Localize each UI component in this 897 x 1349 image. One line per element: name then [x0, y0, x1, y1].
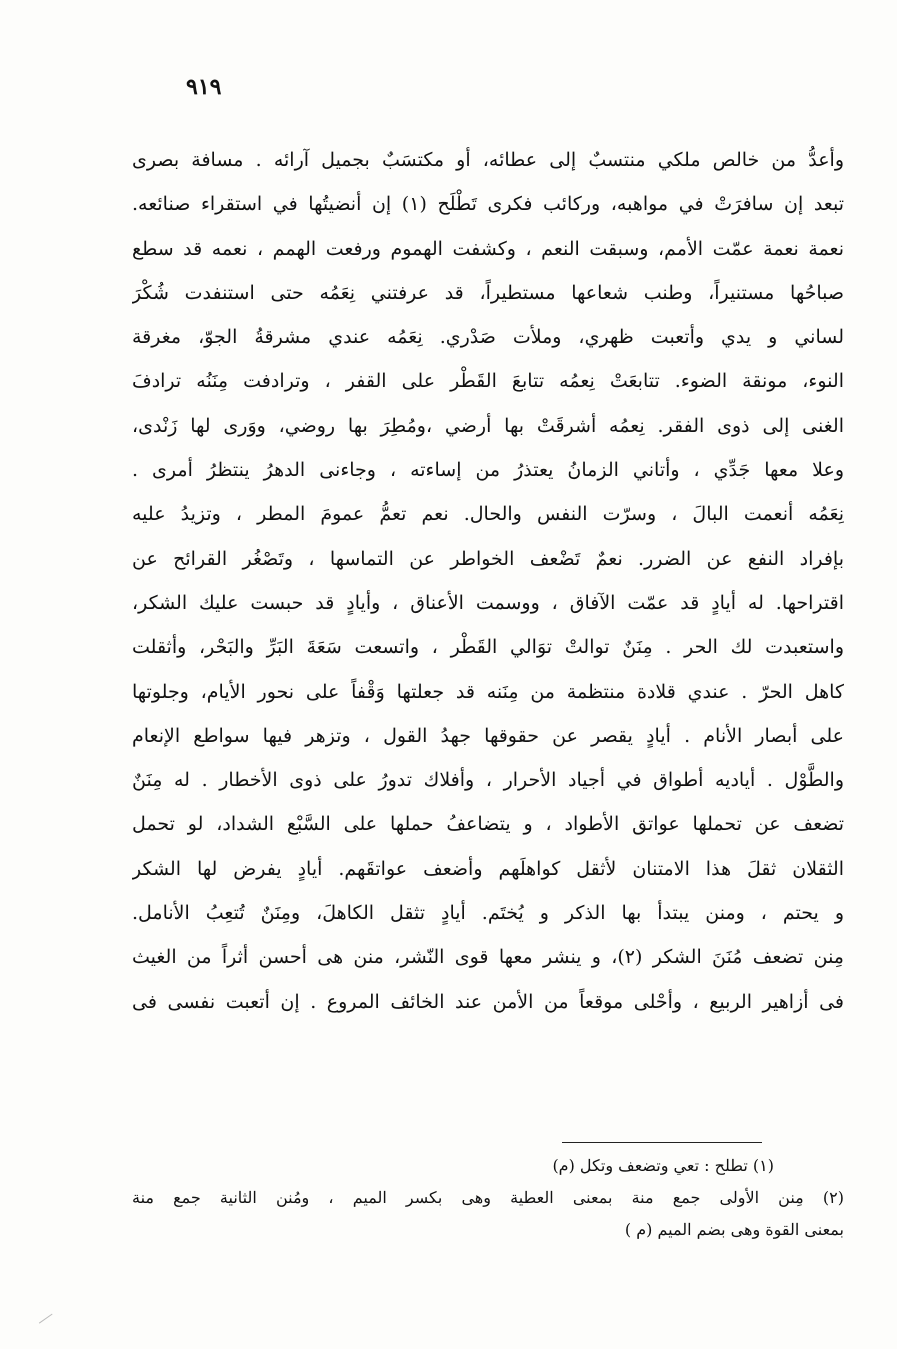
- text-line: نعمة نعمة عمّت الأمم، وسبقت النعم ، وكشفت الهموم ورفعت الهمم ، نعمه قد سطع: [132, 237, 844, 260]
- text-line: تبعد إن سافرَتْ في مواهبه، وركائب فكرى تَطْلَح (١) إن أنضيتُها في استقراء صنائعه.: [132, 193, 844, 216]
- text-line: وأعدُّ من خالص ملكي منتسبٌ إلى عطائه، أو مكتسَبٌ بجميل آرائه . مسافة بصرى: [132, 149, 844, 171]
- text-line: فى أزاهير الربيع ، وأحْلى موقعاً من الأمن عند الخائف المروع . إن أتعبت نفسى فى: [132, 990, 844, 1013]
- text-line: والطَّوْل . أياديه أطواق في أجياد الأحرار ، وأفلاك تدورُ على ذوى الأخطار . له مِنَنٌ: [132, 769, 844, 792]
- text-line: كاهل الحرّ . عندي قلادة منتظمة من مِنَنه قد جعلتها وَقْفاً على نحور الأيام، وجلوتها: [132, 680, 844, 703]
- footnote-1: (١) تطلح : تعي وتضعف وتكل (م): [552, 1156, 774, 1175]
- page-number: ٩١٩: [186, 74, 222, 100]
- text-line: اقتراحها. له أيادٍ قد عمّت الآفاق ، ووسمت الأعناق ، وأيادٍ قد حبست عليك الشكر،: [132, 591, 844, 614]
- text-line: بإفراد النفع عن الضرر. نعمٌ تَضْعف الخواطر عن التماسها ، وتَصْغُر القرائح عن: [132, 547, 844, 570]
- main-text-block: [132, 138, 844, 1024]
- text-line: صباحُها مستنيراً، وطنب شعاعها مستطيراً، قد عرفتني نِعَمُه حتى استنفدت شُكْرَ: [132, 281, 844, 304]
- text-line: تضعف عن تحملها عواتق الأطواد ، و يتضاعفُ حملها على السَّبْع الشداد، لو تحمل: [132, 813, 844, 836]
- footnote-2-continued: بمعنى القوة وهى بضم الميم (م ): [624, 1220, 844, 1239]
- text-line: نِعَمُه أنعمت البالَ ، وسرّت النفس والحال. نعم تعمُّ عمومَ المطر ، وتزيدُ عليه: [132, 503, 844, 526]
- text-line: النوء، مونقة الضوء. تتابعَتْ نِعمُه تتابعَ القَطْر على القفر ، وترادفت مِنَنُه ترادفَ: [132, 370, 844, 393]
- text-line: واستعبدت لك الحر . مِنَنٌ توالتْ توَالي القَطْر ، واتسعت سَعَةَ البَرِّ والبَحْر، وأثقلت: [132, 636, 844, 659]
- text-line: لساني و يدي وأتعبت ظهري، وملأت صَدْري. نِعَمُه عندي مشرقةُ الجوّ، مغرقة: [132, 326, 844, 349]
- footnote-divider: [562, 1142, 762, 1143]
- footnotes: [132, 1150, 844, 1246]
- text-line: و يحتم ، ومنن يبتدأ بها الذكر و يُختَم. أيادٍ تثقل الكاهلَ، ومِنَنٌ تُتعِبُ الأنامل.: [132, 902, 844, 925]
- text-line: الثقلان ثقلَ هذا الامتنان لأثقل كواهلَهم وأضعف عواتقَهم. أيادٍ يفرض لها الشكر: [132, 857, 844, 880]
- footnote-2: (٢) مِنن الأولى جمع منة بمعنى العطية وهى بكسر الميم ، ومُنن الثانية جمع منة: [132, 1188, 844, 1207]
- text-line: مِنن تضعف مُنَنَ الشكر (٢)، و ينشر معها قوى النّشر، منن هى أحسن أثراً من الغيث: [132, 946, 844, 969]
- text-line: على أبصار الأنام . أيادٍ يقصر عن حقوقها جهدُ القول ، وتزهر فيها سواطع الإنعام: [132, 724, 844, 747]
- text-line: الغنى إلى ذوى الفقر. نِعمُه أشرقَتْ بها أرضي ،ومُطِرَ بها روضي، ووَرى لها زَنْدى،: [132, 414, 844, 437]
- text-line: وعلا معها جَدِّي ، وأتاني الزمانُ يعتذرُ من إساءته ، وجاءنى الدهرُ ينتظرُ أمرى .: [132, 459, 844, 482]
- scan-artifact: [39, 1314, 53, 1325]
